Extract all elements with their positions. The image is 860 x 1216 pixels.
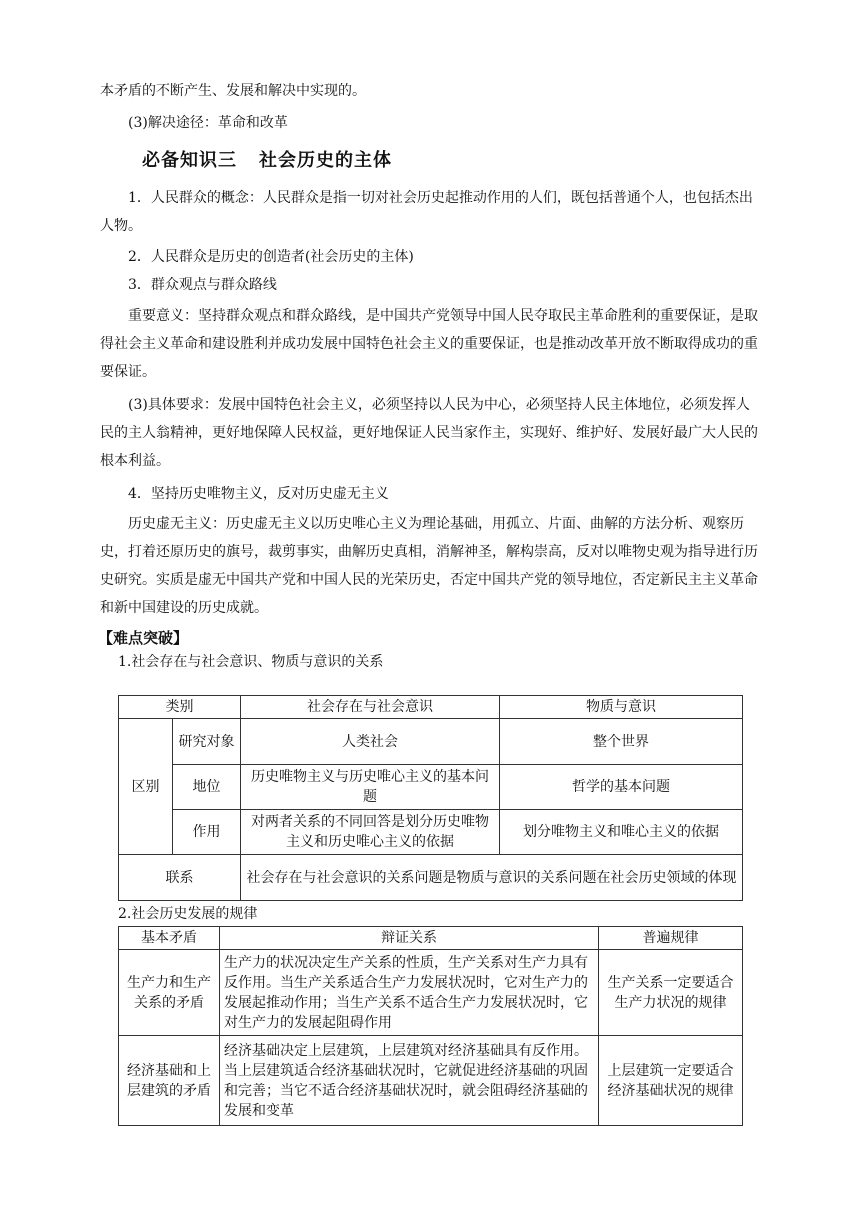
header-matter-consciousness: 物质与意识 bbox=[500, 696, 743, 719]
laws-table bbox=[118, 926, 743, 1126]
section-heading bbox=[142, 146, 392, 172]
header-relation: 辩证关系 bbox=[220, 927, 599, 950]
header-social-existence: 社会存在与社会意识 bbox=[241, 696, 500, 719]
relation-cell: 生产力的状况决定生产关系的性质，生产关系对生产力具有反作用。当生产关系适合生产力发展状况时，它对生产力的发展起推动作用；当生产关系不适合生产力发展状况时，它对生产力的发展起阻碍作用 bbox=[220, 950, 599, 1036]
paragraph-historical-nihilism: 历史虚无主义：历史虚无主义以历史唯心主义为理论基础，用孤立、片面、曲解的方法分析、观察历史，打着还原历史的旗号，裁剪事实，曲解历史真相，消解神圣，解构崇高，反对以唯物史观为指导进行历史研究。实质是虚无中国共产党和中国人民的光荣历史，否定中国共产党的领导地位，否定新民主主义革命和新中国建设的历史成就。 bbox=[100, 516, 758, 616]
header-law: 普遍规律 bbox=[599, 927, 743, 950]
intro-line-2: (3)解决途径：革命和改革 bbox=[128, 115, 288, 131]
table-row bbox=[119, 810, 743, 855]
table-row bbox=[119, 950, 743, 1036]
difficulty-heading: 【难点突破】 bbox=[98, 629, 189, 647]
law-cell: 上层建筑一定要适合经济基础状况的规律 bbox=[599, 1036, 743, 1126]
table-row bbox=[119, 855, 743, 901]
table-row bbox=[119, 719, 743, 765]
link-text: 社会存在与社会意识的关系问题是物质与意识的关系问题在社会历史领域的体现 bbox=[241, 855, 743, 901]
link-label: 联系 bbox=[119, 855, 241, 901]
section-heading-title: 社会历史的主体 bbox=[259, 150, 392, 171]
paragraph-requirements: (3)具体要求：发展中国特色社会主义，必须坚持以人民为中心，必须坚持人民主体地位，必须发挥人民的主人翁精神，更好地保障人民权益，更好地保证人民当家作主，实现好、维护好、发展好最广大人民的根本利益。 bbox=[100, 397, 758, 469]
row-label: 地位 bbox=[173, 765, 241, 810]
table-cell: 历史唯物主义与历史唯心主义的基本问题 bbox=[241, 765, 500, 810]
contradiction-cell: 经济基础和上层建筑的矛盾 bbox=[119, 1036, 220, 1126]
row-label: 作用 bbox=[173, 810, 241, 855]
table-cell: 划分唯物主义和唯心主义的依据 bbox=[500, 810, 743, 855]
paragraph-mass-line: 3．群众观点与群众路线 bbox=[128, 277, 277, 293]
header-contradiction: 基本矛盾 bbox=[119, 927, 220, 950]
relation-cell: 经济基础决定上层建筑，上层建筑对经济基础具有反作用。当上层建筑适合经济基础状况时，它就促进经济基础的巩固和完善；当它不适合经济基础状况时，就会阻碍经济基础的发展和变革 bbox=[220, 1036, 599, 1126]
table-row bbox=[119, 1036, 743, 1126]
table2-caption: 2.社会历史发展的规律 bbox=[118, 906, 258, 922]
header-category: 类别 bbox=[119, 696, 241, 719]
law-cell: 生产关系一定要适合生产力状况的规律 bbox=[599, 950, 743, 1036]
table-cell: 整个世界 bbox=[500, 719, 743, 765]
comparison-table bbox=[118, 695, 743, 901]
table-row bbox=[119, 765, 743, 810]
paragraph-historical-materialism: 4．坚持历史唯物主义，反对历史虚无主义 bbox=[128, 486, 389, 502]
row-label: 研究对象 bbox=[173, 719, 241, 765]
difference-label: 区别 bbox=[119, 719, 173, 855]
paragraph-people-creators: 2．人民群众是历史的创造者(社会历史的主体) bbox=[128, 249, 414, 265]
table-cell: 对两者关系的不同回答是划分历史唯物主义和历史唯心主义的依据 bbox=[241, 810, 500, 855]
table-cell: 哲学的基本问题 bbox=[500, 765, 743, 810]
paragraph-people-concept: 1．人民群众的概念：人民群众是指一切对社会历史起推动作用的人们，既包括普通个人，也包括杰出人物。 bbox=[100, 190, 753, 234]
table-header-row bbox=[119, 927, 743, 950]
contradiction-cell: 生产力和生产关系的矛盾 bbox=[119, 950, 220, 1036]
table-cell: 人类社会 bbox=[241, 719, 500, 765]
table1-caption: 1.社会存在与社会意识、物质与意识的关系 bbox=[118, 654, 384, 670]
paragraph-importance: 重要意义：坚持群众观点和群众路线，是中国共产党领导中国人民夺取民主革命胜利的重要保证，是取得社会主义革命和建设胜利并成功发展中国特色社会主义的重要保证，也是推动改革开放不断取得成功的重要保证。 bbox=[100, 308, 758, 380]
section-heading-number: 必备知识三 bbox=[142, 150, 237, 171]
table-header-row bbox=[119, 696, 743, 719]
intro-line-1: 本矛盾的不断产生、发展和解决中实现的。 bbox=[100, 83, 366, 99]
